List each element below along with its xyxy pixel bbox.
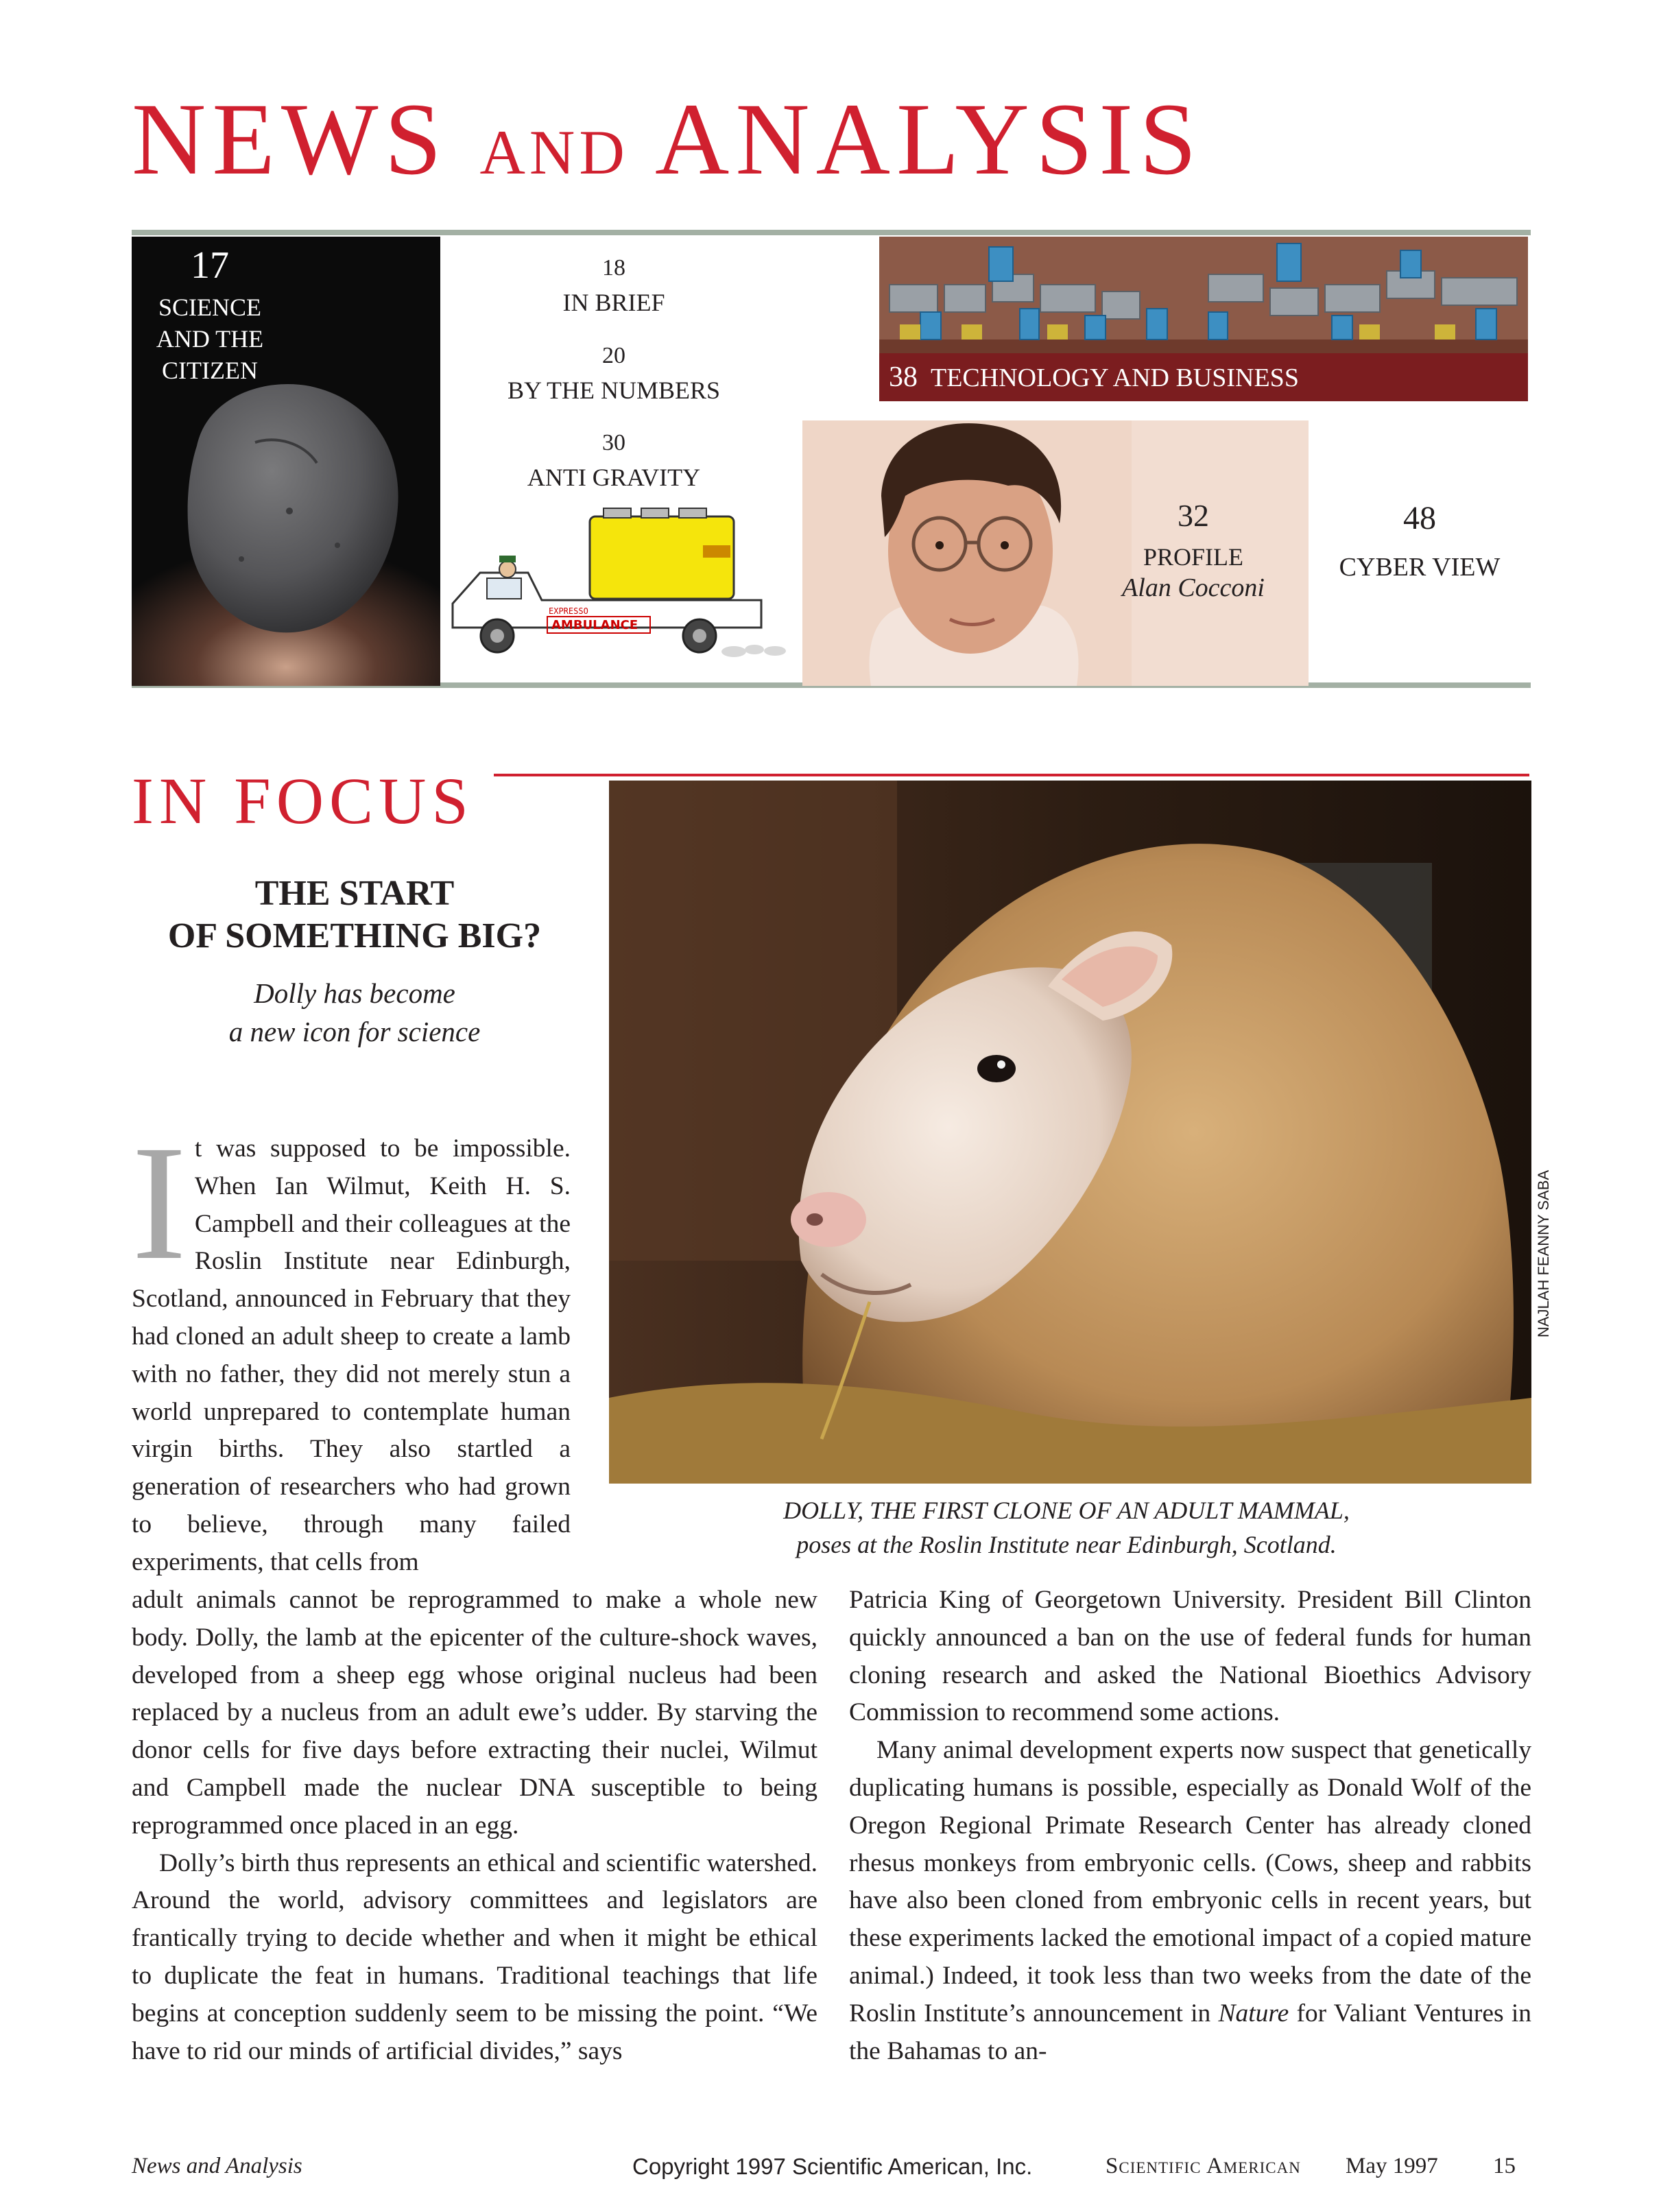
toc-in-brief-page: 18 (602, 255, 625, 281)
paragraph-text: Many animal development experts now suspect that genetically duplicating humans is possible, especially as Donald Wolf of the Oregon Regional Primate Research Center has already cloned rhesus monkeys from embryonic cells. (Cows, sheep and rabbits have also been cloned from embryonic cells in recent years, but these experiments lacked the emotional impact of a copied mature animal.) Indeed, it took less than two weeks from the date of the Roslin Institute’s announcement in (849, 1736, 1531, 2027)
paragraph (849, 1732, 1531, 2070)
footer-date: May 1997 (1346, 2154, 1438, 2178)
article-deck (132, 974, 577, 1051)
paragraph: adult animals cannot be reprogrammed to make a whole new body. Dolly, the lamb at the epicenter of the culture-shock waves, developed from a sheep egg whose original nucleus had been replaced by a nucleus from an adult ewe’s udder. By starving the donor cells for five days before extracting their nuclei, Wilmut and Campbell made the nuclear DNA susceptible to being reprogrammed once placed in an egg. (132, 1586, 817, 1840)
toc-by-numbers-link[interactable]: BY THE NUMBERS (507, 377, 721, 404)
in-focus-title: IN FOCUS (132, 764, 474, 837)
toc-science-label (132, 292, 288, 386)
toc-profile-page: 32 (1178, 498, 1209, 533)
masthead-word-news: NEWS (132, 82, 448, 196)
article-column-1 (132, 1582, 817, 2070)
headline-line: OF SOMETHING BIG? (167, 916, 542, 955)
footer-magazine: Scientific American (1106, 2154, 1301, 2178)
toc-anti-gravity-page: 30 (602, 430, 625, 455)
masthead-word-and: AND (479, 117, 629, 187)
paragraph: Patricia King of Georgetown University. President Bill Clinton quickly announced a ban on the use of federal funds for human cloning research and asked the National Bioethics Advisory Commission to recommend some actions. (849, 1586, 1531, 1727)
photo-caption (686, 1493, 1447, 1562)
journal-name: Nature (1218, 1999, 1289, 2027)
label-line: SCIENCE (158, 294, 261, 321)
paragraph-text: for Valiant Ventures in the Bahamas to an- (849, 1999, 1531, 2065)
toc-technology-label: TECHNOLOGY AND BUSINESS (931, 364, 1299, 392)
toc-anti-gravity-link[interactable]: ANTI GRAVITY (527, 464, 701, 491)
deck-line: a new icon for science (228, 1016, 481, 1047)
intro-text: t was supposed to be impossible. When Ian Wilmut, Keith H. S. Campbell and their colleagues at the Roslin Institute near Edinburgh, Scotland, announced in February that they had cloned an adult sheep to create a lamb with no father, they did not merely stun a world unprepared to contemplate human virgin births. They also startled a generation of researchers who had grown to believe, through many failed experiments, that cells from (132, 1134, 571, 1576)
caption-line: poses at the Roslin Institute near Edinburgh, Scotland. (796, 1531, 1337, 1558)
toc-cyber-view-link[interactable]: CYBER VIEW (1339, 553, 1501, 582)
deck-line: Dolly has become (254, 977, 455, 1009)
toc-by-numbers-page: 20 (602, 343, 625, 368)
footer-section: News and Analysis (132, 2154, 302, 2178)
article-intro (132, 1111, 571, 1582)
ambulance-cartoon (439, 504, 796, 669)
footer-copyright: Copyright 1997 Scientific American, Inc. (632, 2154, 1033, 2179)
photo-credit: NAJLAH FEANNY SABA (1535, 1169, 1552, 1337)
page-footer (132, 2154, 1531, 2188)
toc-in-brief-link[interactable]: IN BRIEF (562, 289, 665, 316)
label-line: AND THE (156, 325, 264, 353)
dolly-photo (609, 781, 1531, 1484)
toc-technology-link[interactable] (879, 353, 1528, 401)
top-rule (132, 230, 1531, 235)
caption-line: DOLLY, THE FIRST CLONE OF AN ADULT MAMMAL, (783, 1497, 1350, 1524)
toc-profile-label: PROFILE (1143, 543, 1244, 571)
toc-science-and-citizen[interactable] (132, 237, 440, 686)
headline-line: THE START (254, 874, 455, 913)
toc-technology-page: 38 (889, 361, 918, 393)
drop-cap: I (132, 1111, 187, 1294)
ambulance-sign-top: EXPRESSO (549, 606, 588, 616)
article-column-2 (849, 1582, 1531, 2070)
toc-profile-image[interactable] (802, 420, 1309, 686)
footer-page-number: 15 (1493, 2154, 1516, 2178)
ambulance-sign: AMBULANCE (551, 618, 638, 632)
toc-cyber-view-page: 48 (1403, 500, 1436, 536)
toc-profile-name: Alan Cocconi (1122, 573, 1265, 602)
article-headline (132, 872, 577, 958)
in-focus-rule (494, 774, 1529, 776)
section-masthead (132, 82, 1203, 196)
label-line: CITIZEN (162, 357, 258, 384)
masthead-word-analysis: ANALYSIS (655, 82, 1203, 196)
paragraph: Dolly’s birth thus represents an ethical and scientific watershed. Around the world, advisory committees and legislators are frantically trying to decide whether and when it might be ethical to duplicate the feat in humans. Traditional teachings that life begins at conception suddenly seem to be missing the point. “We have to rid our minds of artificial divides,” says (132, 1848, 817, 2065)
toc-science-page: 17 (191, 244, 229, 287)
dolly-sheep-illustration (609, 781, 1531, 1484)
